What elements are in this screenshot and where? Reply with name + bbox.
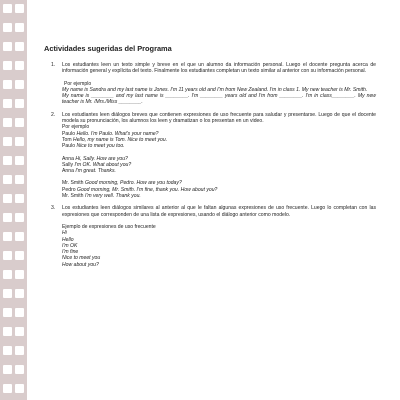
example-fill-line: My name is ________ and my last name is ________. I'm ________ years old and I'm from ________. I'm in class________. My new teacher is Mr. /Mrs./Miss ________. xyxy=(62,93,376,106)
binder-hole xyxy=(15,61,24,70)
item-text: Los estudiantes leen diálogos breves que contienen expresiones de uso frecuente para saludar y presentarse. Luego de que el docente modela su pronunciación, los alumnos los leen y dramatizan o los presentan en un video. xyxy=(62,111,376,125)
binder-hole xyxy=(15,365,24,374)
expression-item: I'm OK xyxy=(62,242,78,249)
binder-hole xyxy=(15,137,24,146)
binder-hole xyxy=(3,80,12,89)
activity-item-3 xyxy=(40,205,380,268)
binder-hole xyxy=(3,384,12,393)
item-text: Los estudiantes leen un texto simple y breve en el que un alumno da información personal. Luego el docente pregunta acerca de información general y explícita del texto. Finalmente los estudiantes completan un texto similar al anterior con su información personal. xyxy=(62,62,376,75)
binder-hole xyxy=(3,118,12,127)
expression-item: Hello xyxy=(62,236,74,243)
dialogue-line: Mr. Smith Good morning, Pedro. How are you today? xyxy=(62,180,182,187)
example-label: Ejemplo de expresiones de uso frecuente xyxy=(62,223,156,230)
expression-item: Hi xyxy=(62,230,67,237)
document-page xyxy=(40,44,380,274)
binder-hole xyxy=(3,232,12,241)
binder-hole xyxy=(15,384,24,393)
binder-hole xyxy=(15,346,24,355)
binder-hole xyxy=(3,99,12,108)
binder-hole xyxy=(3,270,12,279)
binder-hole xyxy=(15,118,24,127)
binder-hole xyxy=(3,251,12,260)
dialogue-line: Paulo Hello. I'm Paulo. What's your name? xyxy=(62,130,159,137)
dialogue-line: Sally I'm OK. What about you? xyxy=(62,161,132,168)
binder-hole xyxy=(15,270,24,279)
binder-hole xyxy=(15,232,24,241)
binder-hole xyxy=(3,137,12,146)
page-title: Actividades sugeridas del Programa xyxy=(44,44,172,53)
binder-hole xyxy=(15,23,24,32)
dialogue-line: Anna I'm great. Thanks. xyxy=(62,168,116,175)
activity-item-1 xyxy=(40,62,380,106)
item-text: Los estudiantes leen diálogos similares al anterior al que le faltan algunas expresiones de uso frecuente. Luego lo completan con las expresiones que corresponden de una lista de expresiones, usando el diálogo anterior como modelo. xyxy=(62,205,376,218)
binder-hole xyxy=(15,80,24,89)
binder-spine xyxy=(0,0,27,400)
binder-hole xyxy=(15,289,24,298)
item-number: 3. xyxy=(51,205,56,212)
binder-hole xyxy=(3,23,12,32)
binder-hole xyxy=(15,194,24,203)
binder-hole xyxy=(15,156,24,165)
binder-hole xyxy=(3,42,12,51)
dialogue-line: Anna Hi, Sally. How are you? xyxy=(62,155,128,162)
example-label: Por ejemplo xyxy=(62,124,90,131)
binder-hole xyxy=(15,4,24,13)
binder-hole xyxy=(3,175,12,184)
binder-hole xyxy=(3,194,12,203)
binder-hole xyxy=(3,327,12,336)
binder-hole xyxy=(15,327,24,336)
expression-item: How about you? xyxy=(62,261,99,268)
binder-hole xyxy=(3,213,12,222)
dialogue-line: Pedro Good morning, Mr. Smith. I'm fine, thank you. How about you? xyxy=(62,186,218,193)
dialogue-line: Tom Hello, my name is Tom. Nice to meet you. xyxy=(62,136,168,143)
item-number: 1. xyxy=(51,62,56,68)
expression-item: I'm fine xyxy=(62,249,79,256)
binder-hole xyxy=(3,346,12,355)
binder-hole xyxy=(15,42,24,51)
activity-item-2 xyxy=(40,112,380,200)
item-number: 2. xyxy=(51,111,56,118)
binder-hole xyxy=(3,365,12,374)
dialogue-line: Paulo Nice to meet you too. xyxy=(62,143,125,150)
binder-hole xyxy=(3,289,12,298)
binder-hole xyxy=(15,175,24,184)
example-label: Por ejemplo xyxy=(64,80,92,87)
binder-hole xyxy=(15,308,24,317)
example-line: My name is Sandra and my last name is Jones. I'm 11 years old and I'm from New Zealand. I'm in class 1. My new teacher is Mr. Smith. xyxy=(62,86,368,93)
expression-item: Nice to meet you xyxy=(62,255,101,262)
dialogue-line: Mr. Smith I'm very well. Thank you. xyxy=(62,193,141,200)
binder-hole xyxy=(15,213,24,222)
binder-hole xyxy=(3,61,12,70)
binder-hole xyxy=(15,251,24,260)
binder-hole xyxy=(3,308,12,317)
binder-hole xyxy=(15,99,24,108)
binder-hole xyxy=(3,156,12,165)
binder-hole xyxy=(3,4,12,13)
